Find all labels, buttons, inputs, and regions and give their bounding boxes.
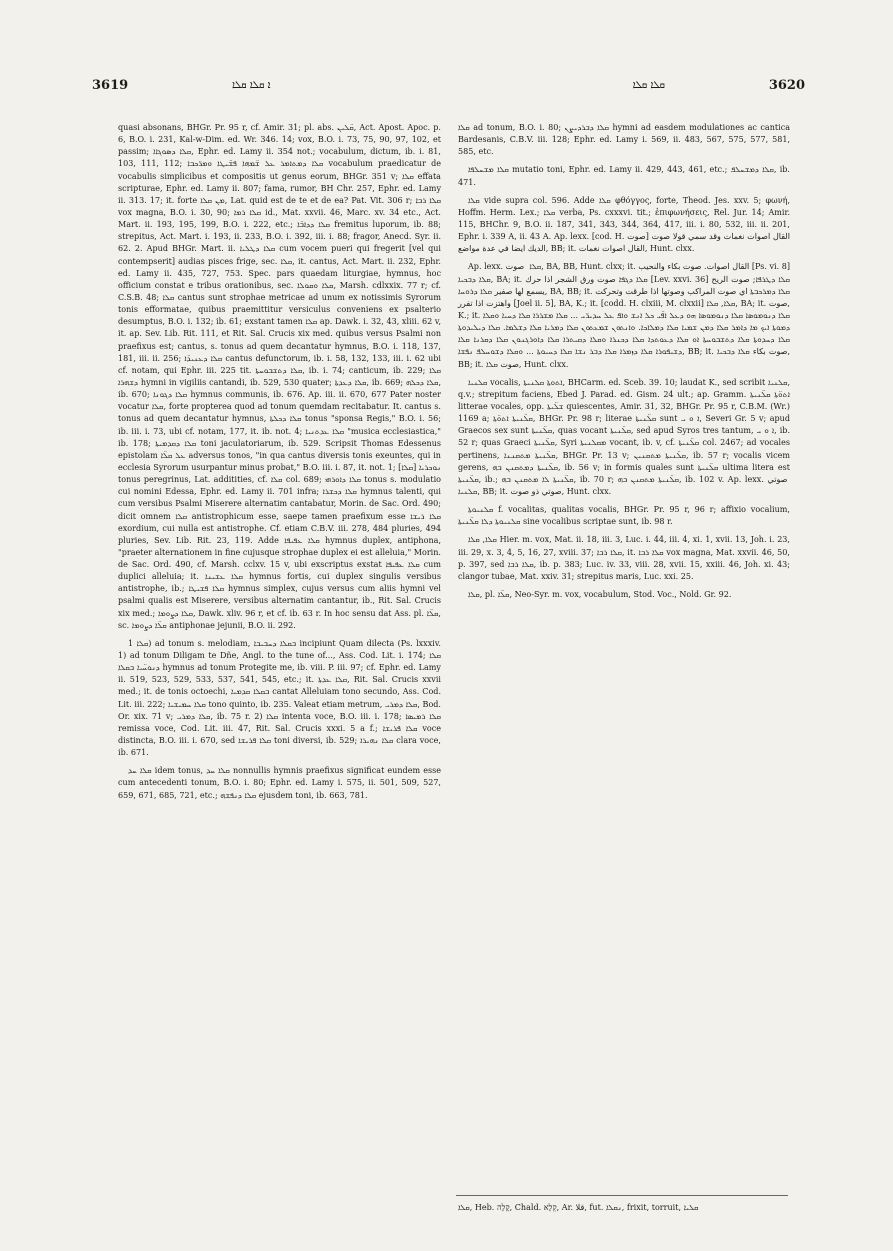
right-column xyxy=(458,122,790,607)
left-running-head: ܐ ܩܠܐ ܩܠܐ xyxy=(232,80,271,91)
left-paragraph: quasi absonans, BHGr. Pr. 95 r, cf. Amir. 31; pl. abs. ܩ̈ܠܝܢ, Act. Apost. Apoc. p. 6, B.O. i. 231, Kal-w-Dim. ed. Wr. 346. 14; vox, B.O. i. 73, 75, 90, 97, 102, et passim; ܩܠܐ ܕܣܘܓܐܐ, Ephr. ed. Lamy ii. 354 not.; vocabulum, dictum, ib. i. 81, 103, 111, 112; ܩܠܐ ܕܡܬܐܡܪ ܥܠ ܫ̈ܡܗܐ ܦܫ̈ܝܛܐ ܘܡܪ̈ܟܒܐ vocabulum praedicatur de vocabulis simplicibus et compositis ut genus eorum, BHGr. 351 v; ܩܠܐ effata scripturae, Ephr. ed. Lamy ii. 807; fama, rumor, BH Chr. 257, Ephr. ed. Lamy ii. 313. 17; it. forte ܡܢ ܩܠܐ, Lat. quid est de te et de ea? Pat. Vit. 306 r; ܩܠܐ ܪܒܐ vox magna, B.O. i. 30, 90; ܩܠܐ ܪܡܐ id., Mat. xxvii. 46, Marc. xv. 34 etc., Act. Mart. ii. 193, 195, 199, B.O. i. 222, etc.; ܩܠܐ ܕܕܐܒ̈ܐ fremitus luporum, ib. 88; strepitus, Act. Mart. i. 193, ii. 233, B.O. i. 392, iii. i. 88; fragor, Anecd. Syr. ii. 62. 2. Apud BHGr. Mart. ii. ܩܠܐ ܕܛܠܝܐ cum vocem pueri qui fregerit [vel qui contempserit] audias pisces frige, sec. ܩܠܐ, it. cantus, Act. Mart. ii. 232, Ephr. ed. Lamy ii. 435, 727, 753. Spec. pars quaedam liturgiae, hymnus, hoc officium constat e tribus orationibus, sec. ܩܠܐ ܘܩܘܠܐ, Marsh. cdlxxix. 77 r; cf. C.S.B. 48; ܩܠܐ cantus sunt strophae metricae ad unum ex notissimis Syrorum tonis efformatae, quibus praemittitur versiculus conveniens ex psalterio desumptus, B.O. i. 132; ib. 61; exstant tamen ܩܠܐ ap. Dawk. i. 32, 43, xliii. 62 v, it. ap. Sev. Lib. Rit. 111, et Rit. Sal. Crucis xix med. quibus versus Psalmi non praefixus est; cantus, s. tonus ad quem decantatur hymnus, B.O. i. 118, 137, 181, iii. ii. 256; ܩܠܐ ܕܥܢܝܕ̈ܐ cantus defunctorum, ib. i. 58, 132, 133, iii. i. 62 ubi cf. notam, qui Ephr. iii. 225 tit. ܩܠܐ ܕܬܫܒܘܚܬܐ, ib. i. 74; canticum, ib. 229; ܩܠܐ ܕܫܗܪܐ hymni in vigiliis cantandi, ib. 529, 530 quater; ܩܠܐ ܕܥܕܬܐ, ib. 669; ܩܠܐ ܕܟܠܗ, ib. 670; ܩܠܐ ܕܓܘܢܐ hymnus communis, ib. 676. Ap. iii. ii. 670, 677 Pater noster vocatur ܩܠܐ, forte propterea quod ad tonum quemdam recitabatur. It. cantus s. tonus ad quem decantatur hymnus, ܩܠܐ ܕܟܠܬܐ tonus "sponsa Regis," B.O. i. 56; ib. iii. i. 73, ubi cf. notam, 177, it. ib. not. 4; ܩܠܐ ܥܕܬܢܝܐ "musica ecclesiastica," ib. 178; ܩܠܐ ܕܩܕܡܝܬܐ toni jaculatoriarum, ib. 529. Scripsit Thomas Edessenus epistolam ܥܠ ܩܠ̈ܐ adversus tonos, "in qua cantus diversis tonis exeuntes, qui in ecclesia Syrorum usurpantur minus probat," B.O. iii. i. 87, it. not. 1; [ܩܠܐ] ܢܘܟܪܝܐ tonus peregrinus, Lat. additities, cf. ܩܠܐ col. 689; ܩܠܐ ܕܐܘܪܗܝ tonus s. modulatio cui nomini Edessa, Ephr. ed. Lamy ii. 701 infra; ܩܠܐ ܕܟܫܪܐ hymnus talenti, qui cum versibus Psalmi Miserere alternatim cantabatur, Morin. de Sac. Ord. 490; dicit omnem ܩܠܐ antistrophicum esse, saepe tamen praefixum esse ܩܠܐ ܪܝܫܐ exordium, cui nulla est antistrophe. Cf. etiam C.B.V. iii. 278, 484 pluries, 494 pluries, Sev. Lib. Rit. 23, 119. Adde ܩܠܐ ܥܦܝܦܐ hymnus duplex, antiphona, "praeter alternationem in fine cujusque strophae duplex ei est alleluia," Morin. de Sac. Ord. 490, cf. Marsh. cclxv. 15 v, ubi exscriptus exstat ܩܠܐ ܥܦܝܦܐ cum duplici alleluia; it. ܩܠܐ ܥܫܝܢܐ hymnus fortis, cui duplex singulis versibus antistrophe, ib.; ܩܠܐ ܦܫܝܛܐ hymnus simplex, cujus versus cum aliis hymni vel psalmi qualis est Miserere, versibus alternatim cantantur, ib., Rit. Sal. Crucis xix med.; ܩܠܐ ܕܨܘܡܐ, Dawk. xliv. 96 r, et cf. ib. 63 r. In hoc sensu dat Ass. pl. ܩܠ̈ܐ, sc. ܩܠ̈ܐ ܕܨܘܡܐ antiphonae jejunii, B.O. ii. 292. xyxy=(118,123,442,630)
page-header xyxy=(92,78,805,100)
right-paragraph: Ap. lexx. صوت ‎ ܩܠܐ, BA, BB, Hunt. clxx; it. القال اصوات. صوت بكاء والنحيب [Ps. vi. 8] ܩܠܐ ܕܒܟܝܐ, BA; it. ܩܠܐ ܕܓܦܐ صوت ورق الشجر اذا حرك [Lev. xxvi. 36] ܩܠܐ ܕܛܪܦܐ; صوت الريح يسمع لها صفير ܩܠܐ ܕܪܘܚܐ, BA, BB; it. ܩܠܐ ܕܡܪܟܒܬܐ اي صوت المراكب وصوتها اذا طرقت وتحركت واهتزت اذا تفرر [Joel ii. 5], BA, K.; it. [codd. H. clxiii, M. clxxii] ܩܠܐ, ܩܠܐ, BA; it. صوت, K.; it. ܩܠܐ ܕܢܘܡܘܣܐ ܩܠܐ ܕܢܘܡܘܣܐ ܗܘ ܕܥܠ ܐܦ̈ܝ ܟܠ ܐܢܫ ܘܐܦ ܥܠ ܚܕܝܪ̈ܝ ... ܩܠܐ ܡܫܪܪܐ ܩܠܐ ܕܚܝܐ ܘܩܠܐ ܕܡܘܬܐ ܐܝܟ ܡܐ ܕܐܡܪ ܩܠܐ ܕܡܢ ܫܡܝܐ ܩܠܐ ܕܡܠܐܟܐ. ܘܐܢܬܘܢ ܫܡܥܬܘܢ ܩܠܐ ܕܡܪܝܐ ܩܠܐ ܕܫܠܡܐ. ܩܠܐ ܕܝܠܝܕܘܬܐ ܩܠܐ ܕܚܕܘܬܐ ܩܠܐ ܕܬܫܒܘܚܬܐ ܐܘ ܩܠܐ ܕܥܘܬܕܐ ܩܠܐ ܕܟܢܪܐ ܘܩܠܐ ܕܩܝܬܪܐ ܩܠܐ ܕܐܘܪܓܢܘܢ ܩܠܐ ܕܩܪܢܐ ܩܠܐ ܕܫܝܦܘܪܐ ܩܠܐ ܕܙܡܪܐ ܩܠܐ ܕܒܪ ܢܫܐ ܩܠܐ ܕܚܝܘܬܐ ... ܘܩܠܐ ܕܫܘܚܠܦ ܢܦܫܐ, BB; it. صوت بكاء ܩܠܐ ܕܒܟܝܐ, BB; it. صوت ܩܠܐ, Hunt. clxx. xyxy=(458,262,791,369)
right-running-head: ܩܠܐ ܩܠܐ xyxy=(632,80,665,91)
right-paragraph: ܩܠܐ vide supra col. 596. Adde ܩܠܐ φθόγγος, forte, Theod. Jes. xxv. 5; φωνή, Hoffm. Herm. Lex.; ܩܠܐ verba, Ps. cxxxvi. tit.; ἐπιφωνήσεις, Rel. Jur. ﻿14; Amir. 115, BHChr. 9, B.O. ii. 187, 341, 343, 344, 364, 417, iii. i. 80, 532, iii. ii. 201, Ephr. i. 339 A, ii. 43 A. Ap. lexx. [cod. H. ﺻﻮﺕ] القال اصوات نغمات وقد سمي قولا صوت الديك ايضا في عدة مواضع, BB; it. القال اصوات نغمات, Hunt. clxx. xyxy=(458,195,791,254)
right-paragraph: ܩܠܢܝܐ vocalis, ܐܬܘܬܐ ܩܠܢܝܬܐ, BHCarm. ed. Sceb. 39. 10; laudat K., sed scribit ܩܠܢܝܐ, q.v.; strepitum faciens, Ebed J. Parad. ed. Gism. 24 ult.; ap. Gramm. ܐܬܘ̈ܬܐ ܩܠ̈ܢܝܬܐ litterae vocales, opp. ܫܠ̈ܝܬܐ quiescentes, Amir. 31, 32, BHGr. Pr. 95 r, C.B.M. (Wr.) 1169 a; ܩܠ̈ܢܝܬܐ ܐܬܘ̈ܬܐ, BHGr. Pr. 98 r; literae ܩܠ̈ܢܝܬܐ sunt ܐ ܘ ܝ, Severi Gr. 5 v; apud Graecos sex sunt ܩܠ̈ܢܝܬܐ, quas vocant ܩܠ̈ܢܝܬܐ, sed apud Syros tres tantum, ܐ ܘ ܝ, ib. 52 r; quas Graeci ܩܠ̈ܢܝܬܐ, Syri ܡܩܠܢܝܬܐ vocant, ib. v, cf. ܩܠ̈ܢܝܬܐ col. 2467; ad vocales pertinens, ܩܠ̈ܢܝܬܐ ܡܬܩܢܢܐ, BHGr. Pr. 13 v; ܩܠ̈ܢܝܬܐ ܡܬܩܢܝܢ, ib. 57 r; vocalis vicem gerens, ܩܠ̈ܢܝܬܐ ܕܡܬܩܢܢ ܒܗ, ib. 56 v; in formis quales sunt ܩܠ̈ܢܝܬܐ ultima litera est ܩܠ̈ܢܝܬܐ, ib.; ܩܠ̈ܢܝܬܐ ܠܐ ܡܬܩܢܢ ܒܗ, ib. 70 r; ܩܠ̈ܢܝܬܐ ܡܬܩܢܢ ܒܗ, ib. 102 v. Ap. lexx. صوتي ‎ ܩܠܢܝܐ, BB; it. صوتي ذو صوت, Hunt. clxx. xyxy=(458,377,791,496)
footnote-text: ܩܠܐ, Heb. קָלָה, Chald. קְלָא, Ar. قلا, fut. ܢܩܠܐ, frixit, torruit, ܩܠܝܐ xyxy=(458,1203,699,1212)
left-column xyxy=(118,122,441,808)
right-paragraph: ܩܠܐ, ܩܠܐ Hier. m. vox, Mat. ii. 18, iii. 3, Luc. i. 44, iii. 4, xi. 1, xvii. 13, Joh. i. 23, iii. 29, x. 3, 4, 5, 16, 27, xviii. 37; ܩܠܐ ܪܒܐ, it. ܩܠܐ ܪܒܐ vox magna, Mat. xxvii. 46, 50, p. 397, sed ܩܠܐ ܪܒܐ, ib. p. 383; Luc. iv. 33, viii. 28, xvii. 15, xxiii. 46, Joh. xi. 43; clangor tubae, Mat. xxiv. 31; strepitus maris, Luc. xxi. 25. xyxy=(458,535,791,581)
left-paragraph: ܩܠܐ 1) ad tonum s. melodiam, ܒܩܠܐ ܕܚܒܝܒܐ incipiunt Quam dilecta (Ps. lxxxiv. 1) ad tonum Diligam te Dñe, Angl. to the tune of..., Ass. Cod. Lit. i. 174; ܩܠܐ ܕܢܘܚ̈ܝܐ ܒܩܠܐ hymnus ad tonum Protegite me, ib. viii. P. iii. 97; cf. Ephr. ed. Lamy ii. 519, 523, 529, 533, 537, 541, 545, etc.; it. ܩܠܐ ܥܕܬܐ, Rit. Sal. Crucis xxvii med.; it. de tonis octoechi, ܒܩܠܐ ܩܕܡܝܐ cantat Alleluiam tono secundo, Ass. Cod. Lit. iii. 222; ܩܠܐ ܚܡܝܫܝܐ tono quinto, ib. 235. Valeat etiam metrum, ܩܠܐ ܕܡܪܝ, Bod. Or. xix. 71 v; ܩܠܐ ܕܡܪܝ, ib. 75 r. 2) ܩܠܐ intenta voce, B.O. iii. i. 178; ܩܠܐ ܪܡܝܣܐ remissa voce, Cod. Lit. iii. 47, Rit. Sal. Crucis xxxi. 5 a f.; ܩܠܐ ܦܪܝܫܐ voce distincta, B.O. iii. i. 670, sed ܩܠܐ ܦܪܝܫܐ toni diversi, ib. 529; ܩܠܐ ܢܗܝܪܐ clara voce, ib. 671. xyxy=(118,638,442,758)
right-paragraph: ܩܠܢܝܘܬܐ f. vocalitas, qualitas vocalis, BHGr. Pr. 95 r, 96 r; affixio vocalium, ܩܠܢܝܘܬܐ ܕܠܐ ܩܠ̈ܢܝܬܐ sine vocalibus scriptae sunt, ib. 98 r. xyxy=(458,505,790,527)
right-paragraph: ܩܠܐ ܡܫܚܠܦܐ mutatio toni, Ephr. ed. Lamy ii. 429, 443, 461, etc.; ܩܠܐ ܕܡܫܚܠܦ, ib. 471. xyxy=(458,165,790,187)
right-page-number: 3620 xyxy=(768,78,805,93)
right-paragraph: ܩܠܐ ad tonum, B.O. i. 80; ܩܠܐ ܕܒܪܕܝܨܢ hymni ad easdem modulationes ac cantica Bardesanis, C.B.V. iii. 128; Ephr. ed. Lamy i. 569, ii. 483, 567, 575, 577, 581, 585, etc. xyxy=(458,123,791,157)
left-paragraph: ܩܠܐ ܚܕ idem tonus, ܩܠܐ ܚܕ nonnullis hymnis praefixus significat eundem esse cum antecedenti tonum, B.O. i. 80; Ephr. ed. Lamy i. 575, ii. 501, 509, 527, 659, 671, 685, 721, etc.; ܩܠܐ ܕܢܦܫܗ ejusdem toni, ib. 663, 781. xyxy=(118,766,441,800)
left-page-number: 3619 xyxy=(92,78,129,93)
footnote xyxy=(458,1202,790,1214)
footnote-divider xyxy=(456,1195,788,1196)
right-paragraph: ܩܠܐ, pl. ܩܠ̈ܐ, Neo-Syr. m. vox, vocabulum, Stod. Voc., Nold. Gr. 92. xyxy=(468,589,732,599)
